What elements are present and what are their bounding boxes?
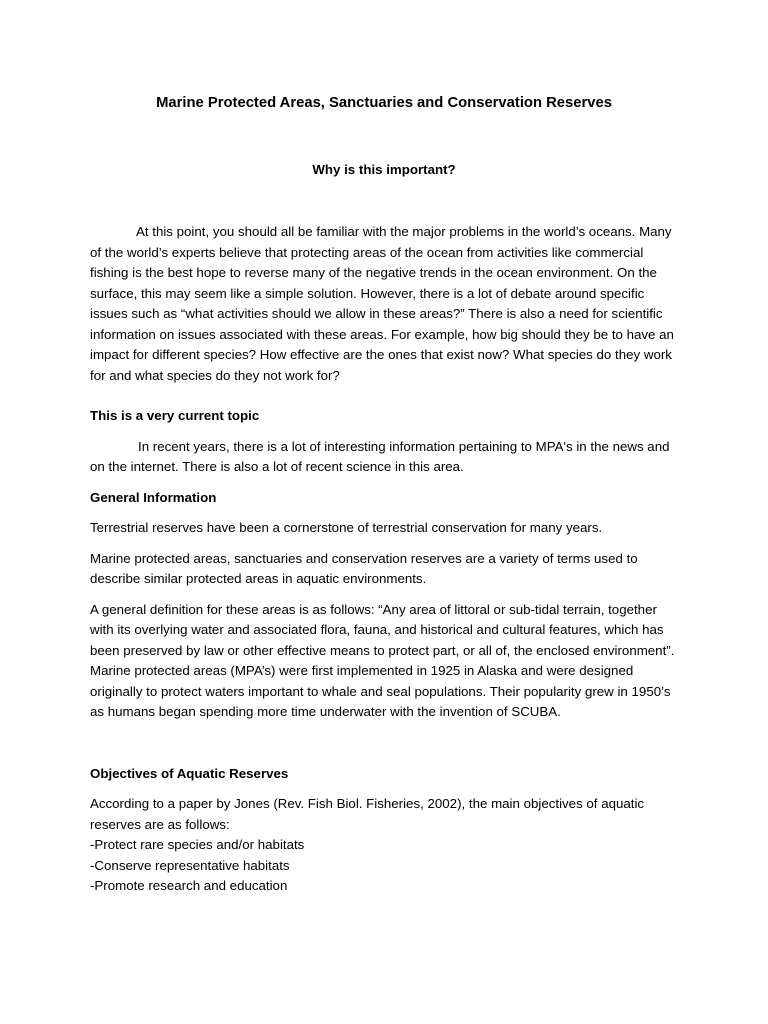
objective-item: -Protect rare species and/or habitats xyxy=(90,837,305,852)
objective-item: -Conserve representative habitats xyxy=(90,857,290,873)
current-topic-paragraph: In recent years, there is a lot of interesting information pertaining to MPA's in the news and on the internet. There is also a lot of recent science in this area. xyxy=(90,438,670,474)
objectives-intro: According to a paper by Jones (Rev. Fish Biol. Fisheries, 2002), the main objectives of aquatic reserves are as follows: xyxy=(90,796,645,832)
general-info-paragraph-1: Terrestrial reserves have been a cornerstone of terrestrial conservation for many years. xyxy=(90,520,603,535)
general-info-paragraph-3: A general definition for these areas is as follows: “Any area of littoral or sub-tidal terrain, together with its overlying water and associated flora, fauna, and historical and cultural features, which has been preserved by law or other effective means to protect part, or all of, the enclosed environment”. Marine protected areas (MPA’s) were first implemented in 1925 in Alaska and were designed originally to protect waters important to whale and seal populations. Their popularity grew in 1950’s as humans began spending more time underwater with the invention of SCUBA. xyxy=(90,601,675,719)
objectives-list xyxy=(90,835,682,897)
current-topic-heading: This is a very current topic xyxy=(90,408,260,423)
intro-paragraph: At this point, you should all be familiar with the major problems in the world’s oceans. Many of the world’s experts believe that protecting areas of the ocean from activities like commercial fishing is the best hope to reverse many of the negative trends in the ocean environment. On the surface, this may seem like a simple solution. However, there is a lot of debate around specific issues such as “what activities should we allow in these areas?” There is also a need for scientific information on issues associated with these areas. For example, how big should they be to have an impact for different species? How effective are the ones that exist now? What species do they work for and what species do they not work for? xyxy=(90,224,674,383)
objective-item: -Promote research and education xyxy=(90,878,288,893)
section-subtitle: Why is this important? xyxy=(312,162,456,177)
document-title: Marine Protected Areas, Sanctuaries and Conservation Reserves xyxy=(156,95,612,111)
objectives-heading: Objectives of Aquatic Reserves xyxy=(90,765,289,781)
general-info-heading: General Information xyxy=(90,489,217,505)
general-info-paragraph-2: Marine protected areas, sanctuaries and conservation reserves are a variety of terms used to describe similar protected areas in aquatic environments. xyxy=(90,550,638,586)
document-body xyxy=(90,222,682,897)
